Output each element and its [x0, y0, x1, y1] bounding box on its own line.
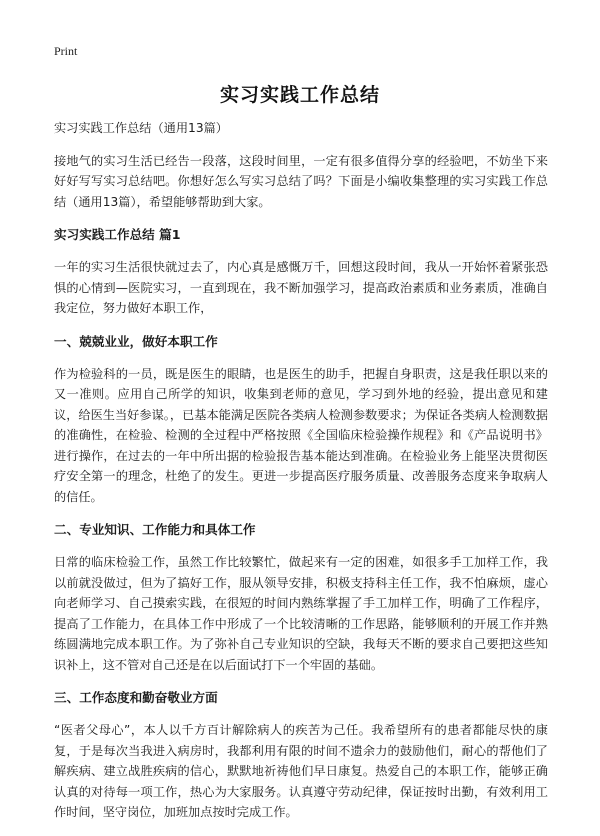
section-heading: 一、兢兢业业，做好本职工作	[54, 333, 218, 349]
section-body: 作为检验科的一员，既是医生的眼睛，也是医生的助手，把握自身职责，这是我任职以来的又一准则。应用自己所学的知识，收集到老师的意见，学习到外地的经验，提出意见和建议，给医生当好参谋。，已基本能满足医院各类病人检测参数要求；为保证各类病人检测数据的准确性，在检验、检测的全过程中严格按照《全国临床检验操作规程》和《产品说明书》进行操作，在过去的一年中所出据的检验报告基本能达到准确。在检验业务上能坚决贯彻医疗安全第一的理念，杜绝了的发生。更进一步提高医疗服务质量、改善服务态度来争取病人的信任。	[54, 366, 548, 504]
article-heading: 实习实践工作总结 篇1	[54, 227, 181, 242]
article-subtitle: 实习实践工作总结（通用13篇）	[54, 121, 228, 135]
section-heading: 二、专业知识、工作能力和具体工作	[54, 522, 256, 537]
section-heading: 三、工作态度和勤奋敬业方面	[54, 690, 218, 705]
section-body: 日常的临床检验工作，虽然工作比较繁忙，做起来有一定的困难，如很多手工加样工作，我以前就没做过，但为了搞好工作，服从领导安排，积极支持科主任工作，我不怕麻烦，虚心向老师学习、自己摸索实践，在很短的时间内熟练掌握了手工加样工作，明确了工作程序，提高了工作能力，在具体工作中形成了一个比较清晰的工作思路，能够顺利的开展工作并熟练圆满地完成本职工作。为了弥补自己专业知识的空缺，我每天不断的要求自己要把这些知识补上，这不管对自己还是在以后面试打下一个牢固的基础。	[54, 555, 548, 672]
page-title: 实习实践工作总结	[219, 84, 380, 106]
opening-paragraph: 一年的实习生活很快就过去了，内心真是感慨万千，回想这段时间，我从一开始怀着紧张恐惧的心情到—医院实习，一直到现在，我不断加强学习，提高政治素质和业务素质，准确自我定位，努力做好本职工作，	[54, 260, 548, 315]
section-body: “医者父母心”，本人以千方百计解除病人的疾苦为己任。我希望所有的患者都能尽快的康复，于是每次当我进入病房时，我都利用有限的时间不遗余力的鼓励他们，耐心的帮他们了解疾病、建立战胜疾病的信心，默默地祈祷他们早日康复。热爱自己的本职工作，能够正确认真的对待每一项工作，热心为大家服务。认真遵守劳动纪律，保证按时出勤，有效利用工作时间，坚守岗位，加班加点按时完成工作。	[54, 723, 548, 819]
intro-paragraph: 接地气的实习生活已经告一段落，这段时间里，一定有很多值得分享的经验吧，不妨坐下来好好写写实习总结吧。你想好怎么写实习总结了吗？下面是小编收集整理的实习实践工作总结（通用13篇），希望能够帮助到大家。	[54, 153, 548, 209]
print-link[interactable]: Print	[54, 44, 78, 58]
article-content	[54, 118, 548, 836]
